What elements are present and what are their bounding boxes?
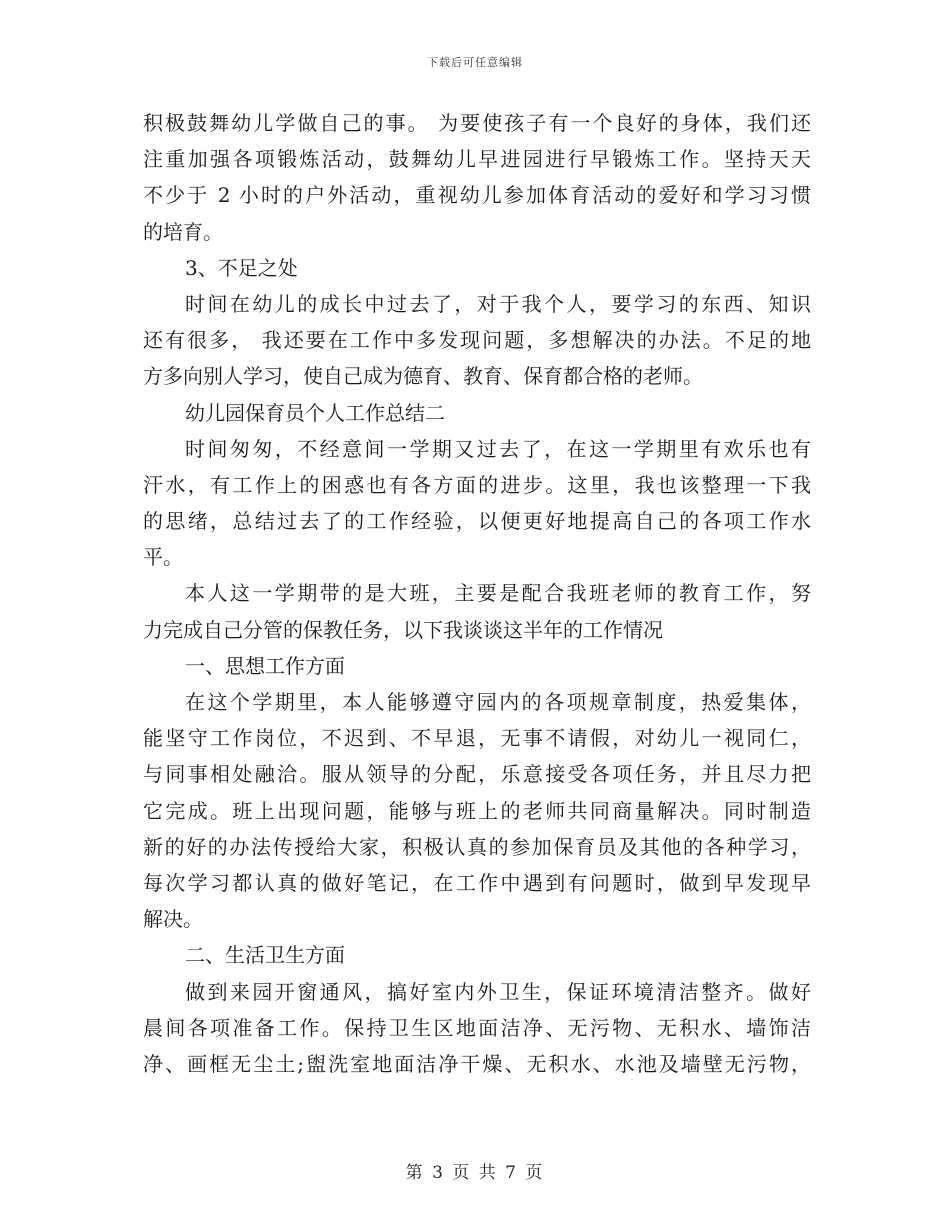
text-line: 一、思想工作方面 <box>185 653 345 678</box>
text-line: 净、画框无尘土;盥洗室地面洁净干燥、无积水、水池及墙壁无污物， <box>143 1051 811 1076</box>
text-line: 本人这一学期带的是大班，主要是配合我班老师的教育工作，努 <box>185 581 811 606</box>
text-line: 的思绪，总结过去了的工作经验，以便更好地提高自己的各项工作水 <box>143 509 811 534</box>
text-line: 积极鼓舞幼儿学做自己的事。 为要使孩子有一个良好的身体，我们还 <box>143 111 811 135</box>
text-line: 与同事相处融洽。服从领导的分配，乐意接受各项任务，并且尽力把 <box>143 762 811 787</box>
text-line: 时间匆匆，不经意间一学期又过去了，在这一学期里有欢乐也有 <box>185 436 811 461</box>
text-line: 解决。 <box>143 907 203 932</box>
text-line: 汗水，有工作上的困惑也有各方面的进步。这里，我也该整理一下我 <box>143 472 811 497</box>
page-footer: 第 3 页 共 7 页 <box>405 1163 545 1183</box>
text-line: 还有很多， 我还要在工作中多发现问题，多想解决的办法。不足的地 <box>143 328 811 353</box>
text-line: 二、生活卫生方面 <box>185 943 345 968</box>
text-line: 注重加强各项锻炼活动，鼓舞幼儿早进园进行早锻炼工作。坚持天天 <box>143 147 811 172</box>
text-line: 3、不足之处 <box>185 255 298 280</box>
text-line: 新的好的办法传授给大家，积极认真的参加保育员及其他的各种学习， <box>143 834 811 859</box>
page-header: 下载后可任意编辑 <box>427 56 523 69</box>
text-line: 幼儿园保育员个人工作总结二 <box>185 400 445 425</box>
text-line: 做到来园开窗通风，搞好室内外卫生，保证环境清洁整齐。做好 <box>185 979 811 1004</box>
text-line: 时间在幼儿的成长中过去了，对于我个人，要学习的东西、知识 <box>185 291 811 316</box>
text-line: 平。 <box>143 545 183 570</box>
text-line: 不少于 2 小时的户外活动，重视幼儿参加体育活动的爱好和学习习惯 <box>143 183 811 208</box>
text-line: 它完成。班上出现问题，能够与班上的老师共同商量解决。同时制造 <box>143 798 811 823</box>
text-line: 力完成自己分管的保教任务，以下我谈谈这半年的工作情况 <box>143 617 663 642</box>
text-line: 在这个学期里，本人能够遵守园内的各项规章制度，热爱集体， <box>185 690 811 714</box>
document-body <box>143 105 811 1082</box>
text-line: 晨间各项准备工作。保持卫生区地面洁净、无污物、无积水、墙饰洁 <box>143 1015 811 1040</box>
text-line: 的培育。 <box>143 219 223 244</box>
text-line: 每次学习都认真的做好笔记，在工作中遇到有问题时，做到早发现早 <box>143 870 811 895</box>
text-line: 能坚守工作岗位，不迟到、不早退，无事不请假，对幼儿一视同仁， <box>143 726 811 751</box>
text-line: 方多向别人学习，使自己成为德育、教育、保育都合格的老师。 <box>143 364 703 389</box>
